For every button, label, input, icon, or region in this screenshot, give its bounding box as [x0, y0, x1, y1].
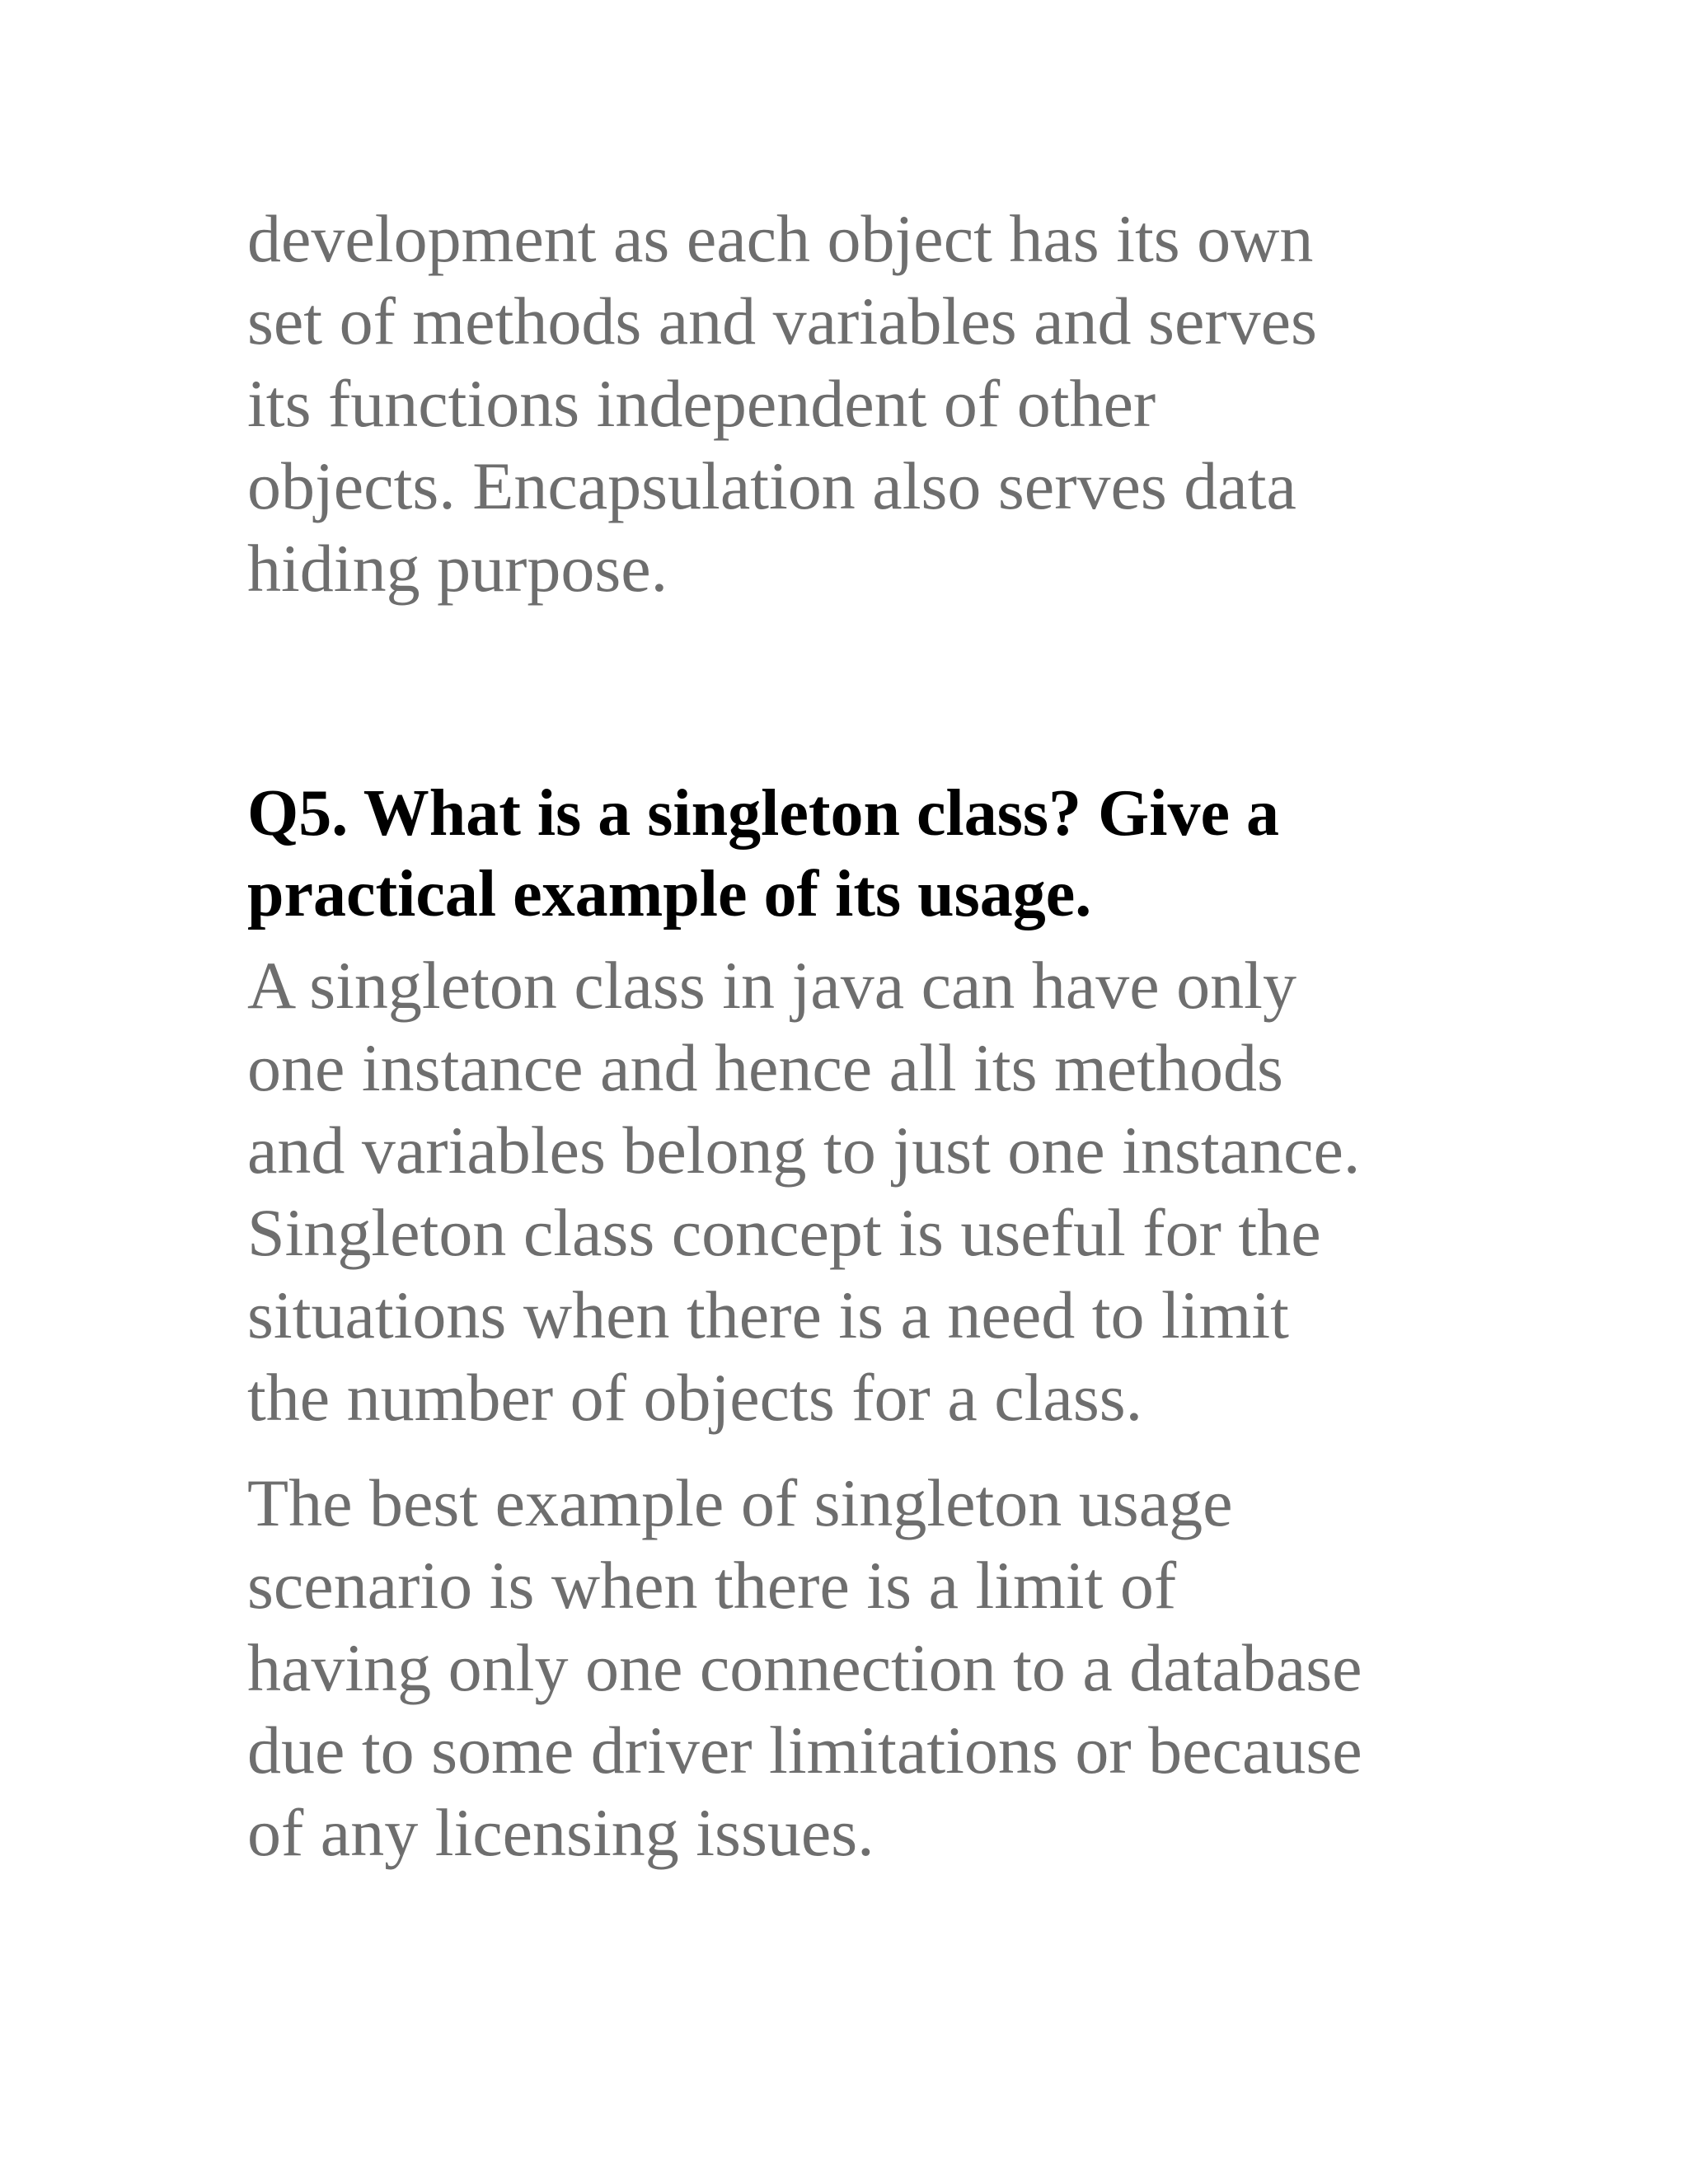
paragraph-line: scenario is when there is a limit of — [247, 1548, 1177, 1623]
document-page — [247, 198, 1451, 1874]
paragraph-line: The best example of singleton usage — [247, 1465, 1233, 1540]
paragraph-line: Singleton class concept is useful for the — [247, 1195, 1321, 1270]
answer-paragraph-2 — [247, 1462, 1451, 1874]
paragraph-line: of any licensing issues. — [247, 1795, 874, 1870]
paragraph-line: set of methods and variables and serves — [247, 284, 1317, 359]
heading-line: Q5. What is a singleton class? Give a — [247, 777, 1279, 850]
paragraph-line: having only one connection to a database — [247, 1630, 1362, 1705]
heading-line: practical example of its usage. — [247, 858, 1092, 930]
intro-paragraph — [247, 198, 1451, 610]
paragraph-line: hiding purpose. — [247, 531, 668, 606]
answer-paragraph-1 — [247, 944, 1451, 1439]
paragraph-line: situations when there is a need to limit — [247, 1277, 1289, 1352]
paragraph-line: the number of objects for a class. — [247, 1360, 1143, 1435]
paragraph-line: due to some driver limitations or because — [247, 1713, 1362, 1788]
paragraph-line: objects. Encapsulation also serves data — [247, 448, 1296, 523]
paragraph-line: A singleton class in java can have only — [247, 948, 1296, 1023]
paragraph-line: development as each object has its own — [247, 201, 1314, 276]
question-heading — [247, 773, 1451, 935]
paragraph-line: its functions independent of other — [247, 366, 1156, 441]
paragraph-line: one instance and hence all its methods — [247, 1030, 1283, 1105]
paragraph-line: and variables belong to just one instance. — [247, 1113, 1361, 1188]
